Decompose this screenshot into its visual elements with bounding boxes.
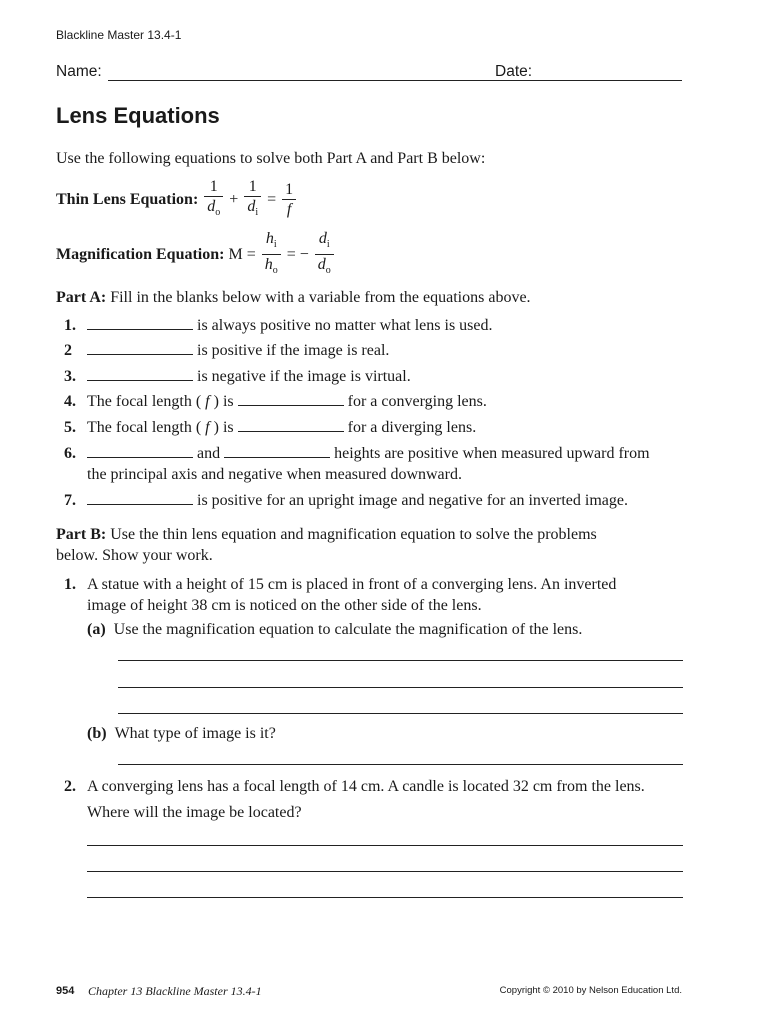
problem-1b: (b) What type of image is it? [87,725,276,742]
date-field[interactable] [538,80,682,81]
blank-7[interactable] [87,491,193,505]
magnification-equation: Magnification Equation: M = $\frac{h_i}{h_o}$ = − $\frac{d_i}{d_o}$ [56,229,336,277]
magnification-label: Magnification Equation: [56,246,225,264]
part-a-label: Part A: [56,289,107,306]
footer-copyright: Copyright © 2010 by Nelson Education Ltd. [499,985,682,996]
magnification-symbol: M [228,246,243,264]
blank-4[interactable] [238,392,344,406]
part-a-instruction: Fill in the blanks below with a variable from the equations above. [110,289,531,306]
name-field[interactable] [108,80,538,81]
fraction-one-over-do: $\frac{1}{d_o}$ [204,177,223,223]
thin-lens-label: Thin Lens Equation: [56,191,199,209]
answer-line-1a-2[interactable] [118,687,683,688]
part-b-instruction-line2: below. Show your work. [56,547,213,564]
fraction-one-over-f: $\frac{1}{f}$ [282,180,296,220]
blackline-master-label: Blackline Master 13.4-1 [56,28,182,42]
answer-line-2-2[interactable] [87,871,683,872]
page-title: Lens Equations [56,103,220,128]
part-b-label: Part B: [56,526,107,543]
blank-5[interactable] [238,418,344,432]
fraction-hi-over-ho: $\frac{h_i}{h_o}$ [262,229,281,281]
part-a-heading [56,288,531,308]
thin-lens-equation: Thin Lens Equation: $\frac{1}{d_o}$ + $\frac{1}{d_i}$ = $\frac{1}{f}$ [56,177,298,225]
footer-chapter: Chapter 13 Blackline Master 13.4-1 [88,984,262,998]
page-number: 954 [56,985,75,997]
answer-line-1a-3[interactable] [118,713,683,714]
problem-1a: (a) Use the magnification equation to calculate the magnification of the lens. [87,621,583,638]
part-b-instruction: Use the thin lens equation and magnification equation to solve the problems [110,526,597,543]
intro-text: Use the following equations to solve both Part A and Part B below: [56,150,486,167]
blank-3[interactable] [87,367,193,381]
answer-line-2-3[interactable] [87,897,683,898]
part-b-heading [56,525,597,545]
answer-line-1b[interactable] [118,764,683,765]
name-label: Name: [56,63,102,80]
fraction-di-over-do: $\frac{d_i}{d_o}$ [315,229,334,281]
blank-1[interactable] [87,316,193,330]
blank-2[interactable] [87,341,193,355]
answer-line-2-1[interactable] [87,845,683,846]
blank-6b[interactable] [224,444,330,458]
date-label: Date: [495,63,533,80]
fraction-one-over-di: $\frac{1}{d_i}$ [244,177,261,223]
answer-line-1a-1[interactable] [118,660,683,661]
name-date-row [56,63,682,85]
blank-6a[interactable] [87,444,193,458]
